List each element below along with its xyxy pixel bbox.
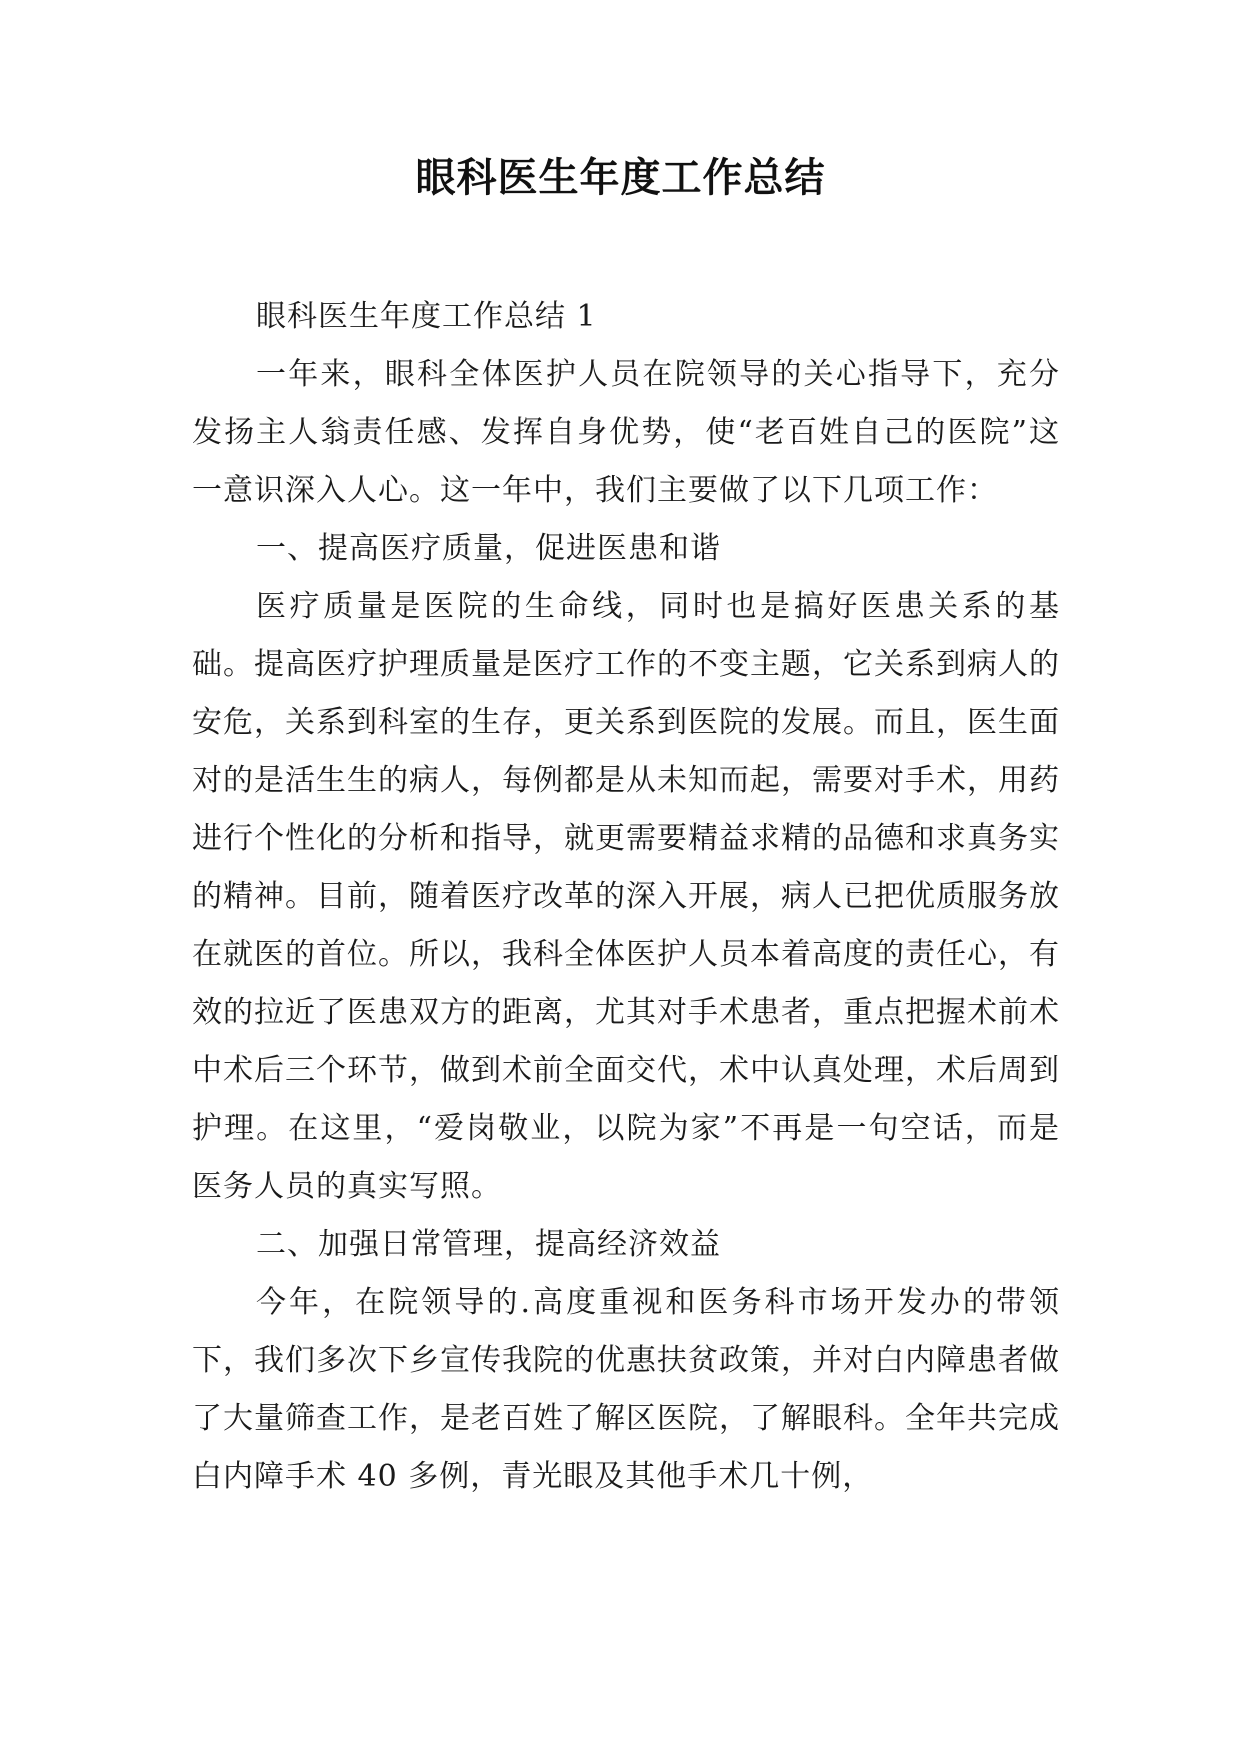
intro-paragraph: 一年来，眼科全体医护人员在院领导的关心指导下，充分发扬主人翁责任感、发挥自身优势，使“老百姓自己的医院”这一意识深入人心。这一年中，我们主要做了以下几项工作：	[192, 357, 1060, 508]
section-heading: 一、提高医疗质量，促进医患和谐	[256, 531, 721, 566]
section-heading: 眼科医生年度工作总结 1	[256, 299, 597, 334]
document-title: 眼科医生年度工作总结	[415, 154, 826, 201]
section-heading: 二、加强日常管理，提高经济效益	[256, 1227, 721, 1262]
document-body	[192, 288, 1060, 1506]
body-paragraph: 医疗质量是医院的生命线，同时也是搞好医患关系的基础。提高医疗护理质量是医疗工作的不变主题，它关系到病人的安危，关系到科室的生存，更关系到医院的发展。而且，医生面对的是活生生的病人，每例都是从未知而起，需要对手术，用药进行个性化的分析和指导，就更需要精益求精的品德和求真务实的精神。目前，随着医疗改革的深入开展，病人已把优质服务放在就医的首位。所以，我科全体医护人员本着高度的责任心，有效的拉近了医患双方的距离，尤其对手术患者，重点把握术前术中术后三个环节，做到术前全面交代，术中认真处理，术后周到护理。在这里，“爱岗敬业，以院为家”不再是一句空话，而是医务人员的真实写照。	[192, 589, 1060, 1204]
body-paragraph: 今年，在院领导的.高度重视和医务科市场开发办的带领下，我们多次下乡宣传我院的优惠扶贫政策，并对白内障患者做了大量筛查工作，是老百姓了解区医院，了解眼科。全年共完成白内障手术 40 多例，青光眼及其他手术几十例，	[192, 1285, 1060, 1494]
